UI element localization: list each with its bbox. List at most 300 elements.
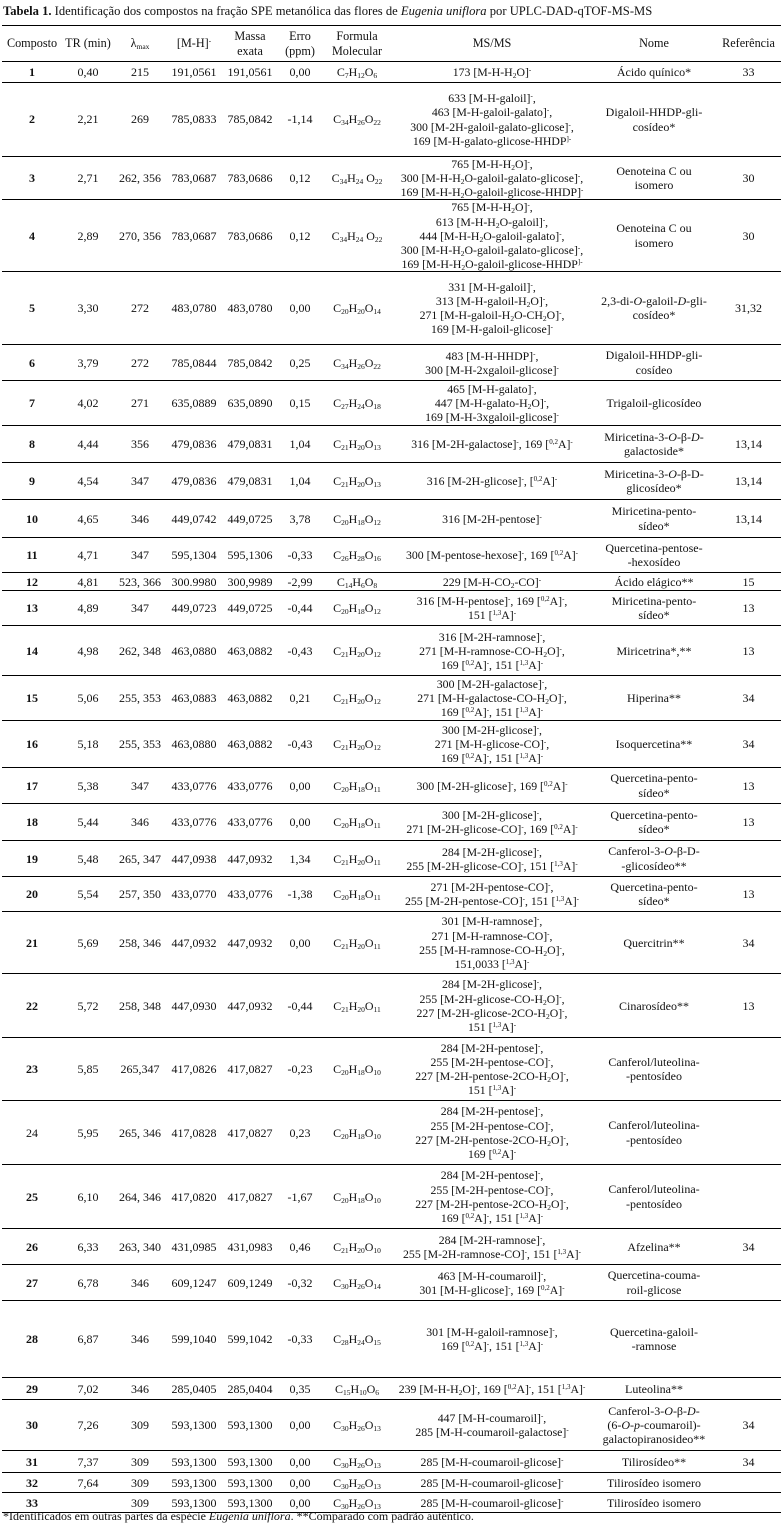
ref-cell: 13 bbox=[716, 974, 781, 1038]
ref-cell bbox=[716, 345, 781, 381]
massa-cell: 593,1300 bbox=[222, 1493, 278, 1513]
erro-cell: 0,00 bbox=[278, 62, 322, 83]
nome-cell: Miricetina-pento- sídeo* bbox=[592, 500, 716, 538]
msms-cell: 284 [M-2H-pentose]-, 255 [M-2H-pentose-CO]-, 227 $[M-2H-pentose-2CO-H_2O]^-$, 151 [$^{1,3}$A]- bbox=[392, 1038, 592, 1101]
mh-cell: 609,1247 bbox=[166, 1265, 222, 1301]
table-row bbox=[2, 573, 781, 591]
massa-cell: 609,1249 bbox=[222, 1265, 278, 1301]
formula-cell: $C_{30}H_{26}O_{13}$ bbox=[322, 1451, 392, 1473]
table-row bbox=[2, 676, 781, 721]
massa-cell: 433,0776 bbox=[222, 804, 278, 841]
nome-cell: Ácido elágico** bbox=[592, 573, 716, 591]
table-row bbox=[2, 83, 781, 157]
nome-cell: Ácido quínico* bbox=[592, 62, 716, 83]
nome-cell: Tilirosídeo** bbox=[592, 1451, 716, 1473]
formula-cell: $C_{20}H_{18}O_{11}$ bbox=[322, 804, 392, 841]
massa-cell: 417,0827 bbox=[222, 1165, 278, 1229]
tr-cell: 6,87 bbox=[62, 1301, 114, 1378]
composto-cell: 7 bbox=[2, 381, 62, 426]
tr-cell: 3,30 bbox=[62, 272, 114, 345]
massa-cell: 593,1300 bbox=[222, 1473, 278, 1493]
msms-cell: 285 [M-H-coumaroil-glicose]- bbox=[392, 1493, 592, 1513]
nome-cell: Afzelina** bbox=[592, 1229, 716, 1265]
tr-cell: 2,21 bbox=[62, 83, 114, 157]
tr-cell: 7,64 bbox=[62, 1473, 114, 1493]
col-header-massa: Massa exata bbox=[222, 26, 278, 62]
mh-cell: 449,0723 bbox=[166, 591, 222, 626]
compounds-table bbox=[2, 25, 781, 1513]
lambda-cell: 263, 340 bbox=[114, 1229, 166, 1265]
formula-cell: $C_{20}H_{18}O_{10}$ bbox=[322, 1165, 392, 1229]
msms-cell: 239 $[M-H-H_2O]^-$, 169 [$^{0,2}$A]-, 151 [$^{1,3}$A]- bbox=[392, 1378, 592, 1400]
mh-cell: 599,1040 bbox=[166, 1301, 222, 1378]
composto-cell: 16 bbox=[2, 721, 62, 768]
lambda-cell: 272 bbox=[114, 272, 166, 345]
erro-cell: -2,99 bbox=[278, 573, 322, 591]
ref-cell: 13 bbox=[716, 768, 781, 804]
msms-cell: 300 [M-pentose-hexose]-, 169 [$^{0,2}$A]- bbox=[392, 538, 592, 573]
lambda-cell: 271 bbox=[114, 381, 166, 426]
massa-cell: 447,0932 bbox=[222, 841, 278, 877]
nome-cell: Oenoteina C ou isomero bbox=[592, 157, 716, 200]
lambda-cell: 265, 347 bbox=[114, 841, 166, 877]
massa-cell: 599,1042 bbox=[222, 1301, 278, 1378]
mh-cell: 479,0836 bbox=[166, 426, 222, 463]
tr-cell: 4,65 bbox=[62, 500, 114, 538]
footnote-text: *Identificados em outras partes da espécie bbox=[3, 1509, 209, 1523]
tr-cell: 5,54 bbox=[62, 877, 114, 912]
formula-cell: $C_{21}H_{20}O_{11}$ bbox=[322, 841, 392, 877]
mh-cell: 593,1300 bbox=[166, 1400, 222, 1451]
nome-cell: Canferol/luteolina- -pentosídeo bbox=[592, 1038, 716, 1101]
tr-cell: 6,78 bbox=[62, 1265, 114, 1301]
msms-cell: 229 $[M-H-CO_2-CO]^-$ bbox=[392, 573, 592, 591]
mh-cell: 447,0932 bbox=[166, 912, 222, 974]
massa-cell: 595,1306 bbox=[222, 538, 278, 573]
table-row bbox=[2, 974, 781, 1038]
mh-cell: 593,1300 bbox=[166, 1451, 222, 1473]
massa-cell: 463,0882 bbox=[222, 676, 278, 721]
ref-cell bbox=[716, 1265, 781, 1301]
msms-cell: 633 [M-H-galoil]-, 463 [M-H-galoil-galato]-, 300 [M-2H-galoil-galato-glicose]-, 169 [M-H-galato-glicose-HHDP]- bbox=[392, 83, 592, 157]
tr-cell: 4,89 bbox=[62, 591, 114, 626]
table-row bbox=[2, 1165, 781, 1229]
lambda-cell: 258, 348 bbox=[114, 974, 166, 1038]
mh-cell: 463,0883 bbox=[166, 676, 222, 721]
composto-cell: 33 bbox=[2, 1493, 62, 1513]
nome-cell: 2,3-di-O-galoil-D-gli- cosídeo* bbox=[592, 272, 716, 345]
table-row bbox=[2, 157, 781, 200]
composto-cell: 20 bbox=[2, 877, 62, 912]
lambda-cell: 258, 346 bbox=[114, 912, 166, 974]
erro-cell: -0,23 bbox=[278, 1038, 322, 1101]
formula-cell: $C_{20}H_{18}O_{11}$ bbox=[322, 877, 392, 912]
table-caption bbox=[3, 4, 652, 19]
table-footnote bbox=[3, 1509, 474, 1524]
msms-cell: 447 [M-H-coumaroil]-, 285 [M-H-coumaroil-galactose]- bbox=[392, 1400, 592, 1451]
mh-cell: 593,1300 bbox=[166, 1473, 222, 1493]
massa-cell: 783,0686 bbox=[222, 157, 278, 200]
mh-cell: 433,0776 bbox=[166, 768, 222, 804]
table-row bbox=[2, 426, 781, 463]
lambda-cell: 270, 356 bbox=[114, 200, 166, 272]
composto-cell: 1 bbox=[2, 62, 62, 83]
msms-cell: 301 [M-H-galoil-ramnose]-, 169 [$^{0,2}$A]-, 151 [$^{1,3}$A]- bbox=[392, 1301, 592, 1378]
formula-cell: $C_7H_{12}O_6$ bbox=[322, 62, 392, 83]
mh-cell: 785,0833 bbox=[166, 83, 222, 157]
msms-cell: 316 [M-H-pentose]-, 169 [$^{0,2}$A]-, 151 [$^{1,3}$A]- bbox=[392, 591, 592, 626]
ref-cell: 13,14 bbox=[716, 500, 781, 538]
footnote-text-end: . **Comparado com padrão autêntico. bbox=[290, 1509, 474, 1523]
erro-cell: -1,67 bbox=[278, 1165, 322, 1229]
msms-cell: 316 [M-2H-ramnose]-, 271 $[M-H-ramnose-CO-H_2O]^-$, 169 [$^{0,2}$A]-, 151 [$^{1,3}$A]- bbox=[392, 626, 592, 676]
lambda-cell: 347 bbox=[114, 768, 166, 804]
erro-cell: -1,38 bbox=[278, 877, 322, 912]
table-row bbox=[2, 1301, 781, 1378]
erro-cell: -0,32 bbox=[278, 1265, 322, 1301]
composto-cell: 26 bbox=[2, 1229, 62, 1265]
erro-cell: 1,04 bbox=[278, 463, 322, 500]
nome-cell: Canferol/luteolina- -pentosídeo bbox=[592, 1101, 716, 1165]
composto-cell: 3 bbox=[2, 157, 62, 200]
col-header-nome: Nome bbox=[592, 26, 716, 62]
erro-cell: -0,44 bbox=[278, 974, 322, 1038]
nome-cell: Luteolina** bbox=[592, 1378, 716, 1400]
massa-cell: 433,0776 bbox=[222, 768, 278, 804]
composto-cell: 22 bbox=[2, 974, 62, 1038]
erro-cell: -0,44 bbox=[278, 591, 322, 626]
erro-cell: 0,00 bbox=[278, 1400, 322, 1451]
composto-cell: 15 bbox=[2, 676, 62, 721]
table-row bbox=[2, 1038, 781, 1101]
composto-cell: 9 bbox=[2, 463, 62, 500]
table-row bbox=[2, 1265, 781, 1301]
tr-cell: 5,85 bbox=[62, 1038, 114, 1101]
nome-cell: Tilirosídeo isomero bbox=[592, 1473, 716, 1493]
composto-cell: 11 bbox=[2, 538, 62, 573]
formula-cell: $C_{30}H_{26}O_{14}$ bbox=[322, 1265, 392, 1301]
caption-text: Identificação dos compostos na fração SPE metanólica das flores de bbox=[51, 4, 401, 18]
mh-cell: 479,0836 bbox=[166, 463, 222, 500]
table-row bbox=[2, 538, 781, 573]
table-row bbox=[2, 768, 781, 804]
erro-cell: 0,15 bbox=[278, 381, 322, 426]
lambda-cell: 255, 353 bbox=[114, 676, 166, 721]
col-header-composto: Composto bbox=[2, 26, 62, 62]
lambda-cell: 309 bbox=[114, 1400, 166, 1451]
tr-cell: 5,48 bbox=[62, 841, 114, 877]
mh-cell: 783,0687 bbox=[166, 200, 222, 272]
formula-cell: $C_{21}H_{20}O_{13}$ bbox=[322, 463, 392, 500]
massa-cell: 449,0725 bbox=[222, 500, 278, 538]
ref-cell bbox=[716, 83, 781, 157]
mh-cell: 191,0561 bbox=[166, 62, 222, 83]
msms-cell: 285 [M-H-coumaroil-glicose]- bbox=[392, 1451, 592, 1473]
formula-cell: $C_{34}H_{24}$ $O_{22}$ bbox=[322, 200, 392, 272]
formula-cell: $C_{21}H_{20}O_{11}$ bbox=[322, 912, 392, 974]
tr-cell: 5,95 bbox=[62, 1101, 114, 1165]
tr-cell: 4,54 bbox=[62, 463, 114, 500]
ref-cell: 33 bbox=[716, 62, 781, 83]
mh-cell: 431,0985 bbox=[166, 1229, 222, 1265]
composto-cell: 19 bbox=[2, 841, 62, 877]
mh-cell: 463,0880 bbox=[166, 626, 222, 676]
nome-cell: Trigaloil-glicosídeo bbox=[592, 381, 716, 426]
ref-cell: 13 bbox=[716, 591, 781, 626]
lambda-cell: 356 bbox=[114, 426, 166, 463]
mh-cell: 593,1300 bbox=[166, 1493, 222, 1513]
composto-cell: 17 bbox=[2, 768, 62, 804]
composto-cell: 31 bbox=[2, 1451, 62, 1473]
tr-cell: 4,98 bbox=[62, 626, 114, 676]
lambda-cell: 523, 366 bbox=[114, 573, 166, 591]
nome-cell: Digaloil-HHDP-gli- cosídeo* bbox=[592, 83, 716, 157]
mh-cell: 449,0742 bbox=[166, 500, 222, 538]
table-row bbox=[2, 500, 781, 538]
erro-cell: 0,12 bbox=[278, 157, 322, 200]
formula-cell: $C_{15}H_{10}O_6$ bbox=[322, 1378, 392, 1400]
erro-cell: -0,43 bbox=[278, 721, 322, 768]
ref-cell bbox=[716, 1165, 781, 1229]
erro-cell: 1,34 bbox=[278, 841, 322, 877]
nome-cell: Quercetina-couma- roil-glicose bbox=[592, 1265, 716, 1301]
composto-cell: 4 bbox=[2, 200, 62, 272]
composto-cell: 12 bbox=[2, 573, 62, 591]
lambda-cell: 346 bbox=[114, 1265, 166, 1301]
composto-cell: 13 bbox=[2, 591, 62, 626]
tr-cell: 4,71 bbox=[62, 538, 114, 573]
massa-cell: 479,0831 bbox=[222, 426, 278, 463]
ref-cell bbox=[716, 1378, 781, 1400]
erro-cell: -0,43 bbox=[278, 626, 322, 676]
footnote-species: Eugenia uniflora bbox=[208, 1509, 291, 1523]
ref-cell: 31,32 bbox=[716, 272, 781, 345]
formula-cell: $C_{21}H_{20}O_{11}$ bbox=[322, 974, 392, 1038]
massa-cell: 483,0780 bbox=[222, 272, 278, 345]
composto-cell: 14 bbox=[2, 626, 62, 676]
lambda-cell: 346 bbox=[114, 500, 166, 538]
nome-cell: Canferol-3-O-β-D- -glicosídeo** bbox=[592, 841, 716, 877]
tr-cell: 5,06 bbox=[62, 676, 114, 721]
mh-cell: 463,0880 bbox=[166, 721, 222, 768]
mh-cell: 417,0828 bbox=[166, 1101, 222, 1165]
msms-cell: 316 [M-2H-glicose]-, [$^{0,2}$A]- bbox=[392, 463, 592, 500]
tr-cell: 5,44 bbox=[62, 804, 114, 841]
tr-cell: 5,18 bbox=[62, 721, 114, 768]
formula-cell: $C_{21}H_{20}O_{12}$ bbox=[322, 676, 392, 721]
table-row bbox=[2, 200, 781, 272]
msms-cell: 301 [M-H-ramnose]-, 271 [M-H-ramnose-CO]-, 255 $[M-H-ramnose-CO-H_2O]^-$, 151,0033 [$^{1,3}$A]- bbox=[392, 912, 592, 974]
composto-cell: 5 bbox=[2, 272, 62, 345]
header-row bbox=[2, 26, 781, 62]
massa-cell: 417,0827 bbox=[222, 1101, 278, 1165]
table-row bbox=[2, 1451, 781, 1473]
massa-cell: 300,9989 bbox=[222, 573, 278, 591]
formula-cell: $C_{30}H_{26}O_{13}$ bbox=[322, 1400, 392, 1451]
mh-cell: 300.9980 bbox=[166, 573, 222, 591]
msms-cell: 284 [M-2H-glicose]-, 255 $[M-2H-glicose-CO-H_2O]^-$, 227 $[M-2H-glicose-2CO-H_2O]^-$, 151 [$^{1,3}$A]- bbox=[392, 974, 592, 1038]
massa-cell: 417,0827 bbox=[222, 1038, 278, 1101]
tr-cell: 7,26 bbox=[62, 1400, 114, 1451]
mh-cell: 433,0776 bbox=[166, 804, 222, 841]
ref-cell: 34 bbox=[716, 1451, 781, 1473]
nome-cell: Tilirosídeo isomero bbox=[592, 1493, 716, 1513]
table-row bbox=[2, 1473, 781, 1493]
composto-cell: 23 bbox=[2, 1038, 62, 1101]
massa-cell: 593,1300 bbox=[222, 1400, 278, 1451]
tr-cell: 2,71 bbox=[62, 157, 114, 200]
msms-cell: 300 [M-2H-glicose]-, 169 [$^{0,2}$A]- bbox=[392, 768, 592, 804]
msms-cell: 285 [M-H-coumaroil-glicose]- bbox=[392, 1473, 592, 1493]
table-row bbox=[2, 841, 781, 877]
table-row bbox=[2, 877, 781, 912]
erro-cell: 0,00 bbox=[278, 1493, 322, 1513]
lambda-cell: 255, 353 bbox=[114, 721, 166, 768]
table-row bbox=[2, 1229, 781, 1265]
massa-cell: 463,0882 bbox=[222, 626, 278, 676]
lambda-cell: 346 bbox=[114, 1301, 166, 1378]
mh-cell: 447,0930 bbox=[166, 974, 222, 1038]
msms-cell: 465 [M-H-galato]-, 447 $[M-H-galato-H_2O]^-$, 169 [M-H-3xgaloil-glicose]- bbox=[392, 381, 592, 426]
massa-cell: 479,0831 bbox=[222, 463, 278, 500]
formula-cell: $C_{34}H_{26}O_{22}$ bbox=[322, 83, 392, 157]
nome-cell: Canferol-3-O-β-D- (6-O-p-coumaroil)- galactopiranosideo** bbox=[592, 1400, 716, 1451]
erro-cell: 3,78 bbox=[278, 500, 322, 538]
erro-cell: 0,00 bbox=[278, 272, 322, 345]
ref-cell bbox=[716, 841, 781, 877]
nome-cell: Quercetina-galoil- -ramnose bbox=[592, 1301, 716, 1378]
lambda-cell: 262, 348 bbox=[114, 626, 166, 676]
table-row bbox=[2, 1400, 781, 1451]
lambda-cell: 309 bbox=[114, 1451, 166, 1473]
nome-cell: Oenoteina C ou isomero bbox=[592, 200, 716, 272]
col-header-ref: Referência bbox=[716, 26, 781, 62]
mh-cell: 447,0938 bbox=[166, 841, 222, 877]
col-header-lambda: $\lambda_{max}$ bbox=[114, 26, 166, 62]
massa-cell: 593,1300 bbox=[222, 1451, 278, 1473]
msms-cell: 765 $[M-H-H_2O]^-$, 613 $[M-H-H_2O-galoil]^-$, 444 $[M-H-H_2O-galoil-galato]^-$, 300 $[M-H-H_2O-galoil-galato-glicose]^-$, 169 [$M-H-H_2O-galoil-glicose-HHDP^{]-}$ bbox=[392, 200, 592, 272]
ref-cell bbox=[716, 538, 781, 573]
tr-cell: 5,38 bbox=[62, 768, 114, 804]
ref-cell: 13,14 bbox=[716, 463, 781, 500]
table-row bbox=[2, 62, 781, 83]
formula-cell: $C_{34}H_{24}$ $O_{22}$ bbox=[322, 157, 392, 200]
ref-cell: 34 bbox=[716, 912, 781, 974]
ref-cell bbox=[716, 381, 781, 426]
nome-cell: Quercetina-pentose- -hexosídeo bbox=[592, 538, 716, 573]
formula-cell: $C_{21}H_{20}O_{13}$ bbox=[322, 426, 392, 463]
massa-cell: 285,0404 bbox=[222, 1378, 278, 1400]
formula-cell: $C_{30}H_{26}O_{13}$ bbox=[322, 1473, 392, 1493]
table-row bbox=[2, 912, 781, 974]
caption-text-end: por UPLC-DAD-qTOF-MS-MS bbox=[486, 4, 653, 18]
massa-cell: 449,0725 bbox=[222, 591, 278, 626]
massa-cell: 785,0842 bbox=[222, 83, 278, 157]
composto-cell: 25 bbox=[2, 1165, 62, 1229]
massa-cell: 783,0686 bbox=[222, 200, 278, 272]
lambda-cell: 272 bbox=[114, 345, 166, 381]
lambda-cell: 346 bbox=[114, 1378, 166, 1400]
lambda-cell: 309 bbox=[114, 1493, 166, 1513]
tr-cell: 4,02 bbox=[62, 381, 114, 426]
tr-cell: 7,02 bbox=[62, 1378, 114, 1400]
lambda-cell: 269 bbox=[114, 83, 166, 157]
tr-cell: 5,72 bbox=[62, 974, 114, 1038]
nome-cell: Canferol/luteolina- -pentosídeo bbox=[592, 1165, 716, 1229]
lambda-cell: 347 bbox=[114, 538, 166, 573]
tr-cell: 4,81 bbox=[62, 573, 114, 591]
ref-cell: 13 bbox=[716, 877, 781, 912]
formula-cell: $C_{21}H_{20}O_{10}$ bbox=[322, 1229, 392, 1265]
erro-cell: 0,00 bbox=[278, 912, 322, 974]
lambda-cell: 215 bbox=[114, 62, 166, 83]
lambda-cell: 265, 346 bbox=[114, 1101, 166, 1165]
erro-cell: 0,25 bbox=[278, 345, 322, 381]
erro-cell: 0,21 bbox=[278, 676, 322, 721]
mh-cell: 595,1304 bbox=[166, 538, 222, 573]
massa-cell: 431,0983 bbox=[222, 1229, 278, 1265]
composto-cell: 28 bbox=[2, 1301, 62, 1378]
ref-cell: 13 bbox=[716, 804, 781, 841]
formula-cell: $C_{20}H_{20}O_{14}$ bbox=[322, 272, 392, 345]
ref-cell bbox=[716, 1038, 781, 1101]
table-row bbox=[2, 463, 781, 500]
composto-cell: 29 bbox=[2, 1378, 62, 1400]
ref-cell: 34 bbox=[716, 1400, 781, 1451]
ref-cell: 15 bbox=[716, 573, 781, 591]
ref-cell: 34 bbox=[716, 721, 781, 768]
table-body bbox=[2, 62, 781, 1513]
nome-cell: Cinarosídeo** bbox=[592, 974, 716, 1038]
col-header-tr: TR (min) bbox=[62, 26, 114, 62]
erro-cell: 0,23 bbox=[278, 1101, 322, 1165]
table-row bbox=[2, 1378, 781, 1400]
msms-cell: 300 [M-2H-galactose]-, 271 $[M-H-galactose-CO-H_2O]^-$, 169 [$^{0,2}$A]-, 151 [$^{1,3}$A]- bbox=[392, 676, 592, 721]
mh-cell: 783,0687 bbox=[166, 157, 222, 200]
erro-cell: 0,46 bbox=[278, 1229, 322, 1265]
tr-cell: 2,89 bbox=[62, 200, 114, 272]
composto-cell: 6 bbox=[2, 345, 62, 381]
formula-cell: $C_{20}H_{18}O_{10}$ bbox=[322, 1101, 392, 1165]
composto-cell: 27 bbox=[2, 1265, 62, 1301]
lambda-cell: 257, 350 bbox=[114, 877, 166, 912]
formula-cell: $C_{27}H_{24}O_{18}$ bbox=[322, 381, 392, 426]
ref-cell bbox=[716, 1301, 781, 1378]
tr-cell: 7,37 bbox=[62, 1451, 114, 1473]
nome-cell: Miricetina-3-O-β-D- galactoside* bbox=[592, 426, 716, 463]
lambda-cell: 346 bbox=[114, 804, 166, 841]
massa-cell: 785,0842 bbox=[222, 345, 278, 381]
formula-cell: $C_{20}H_{18}O_{12}$ bbox=[322, 591, 392, 626]
erro-cell: 0,00 bbox=[278, 1473, 322, 1493]
massa-cell: 635,0890 bbox=[222, 381, 278, 426]
nome-cell: Isoquercetina** bbox=[592, 721, 716, 768]
caption-species: Eugenia uniflora bbox=[400, 4, 487, 18]
msms-cell: 271 [M-2H-pentose-CO]-, 255 [M-2H-pentose-CO]-, 151 [$^{1,3}$A]- bbox=[392, 877, 592, 912]
erro-cell: 1,04 bbox=[278, 426, 322, 463]
lambda-cell: 264, 346 bbox=[114, 1165, 166, 1229]
formula-cell: $C_{30}H_{26}O_{13}$ bbox=[322, 1493, 392, 1513]
formula-cell: $C_{26}H_{28}O_{16}$ bbox=[322, 538, 392, 573]
composto-cell: 21 bbox=[2, 912, 62, 974]
composto-cell: 30 bbox=[2, 1400, 62, 1451]
ref-cell: 30 bbox=[716, 157, 781, 200]
tr-cell: 3,79 bbox=[62, 345, 114, 381]
nome-cell: Quercetina-pento- sídeo* bbox=[592, 804, 716, 841]
tr-cell: 5,69 bbox=[62, 912, 114, 974]
composto-cell: 2 bbox=[2, 83, 62, 157]
mh-cell: 433,0770 bbox=[166, 877, 222, 912]
